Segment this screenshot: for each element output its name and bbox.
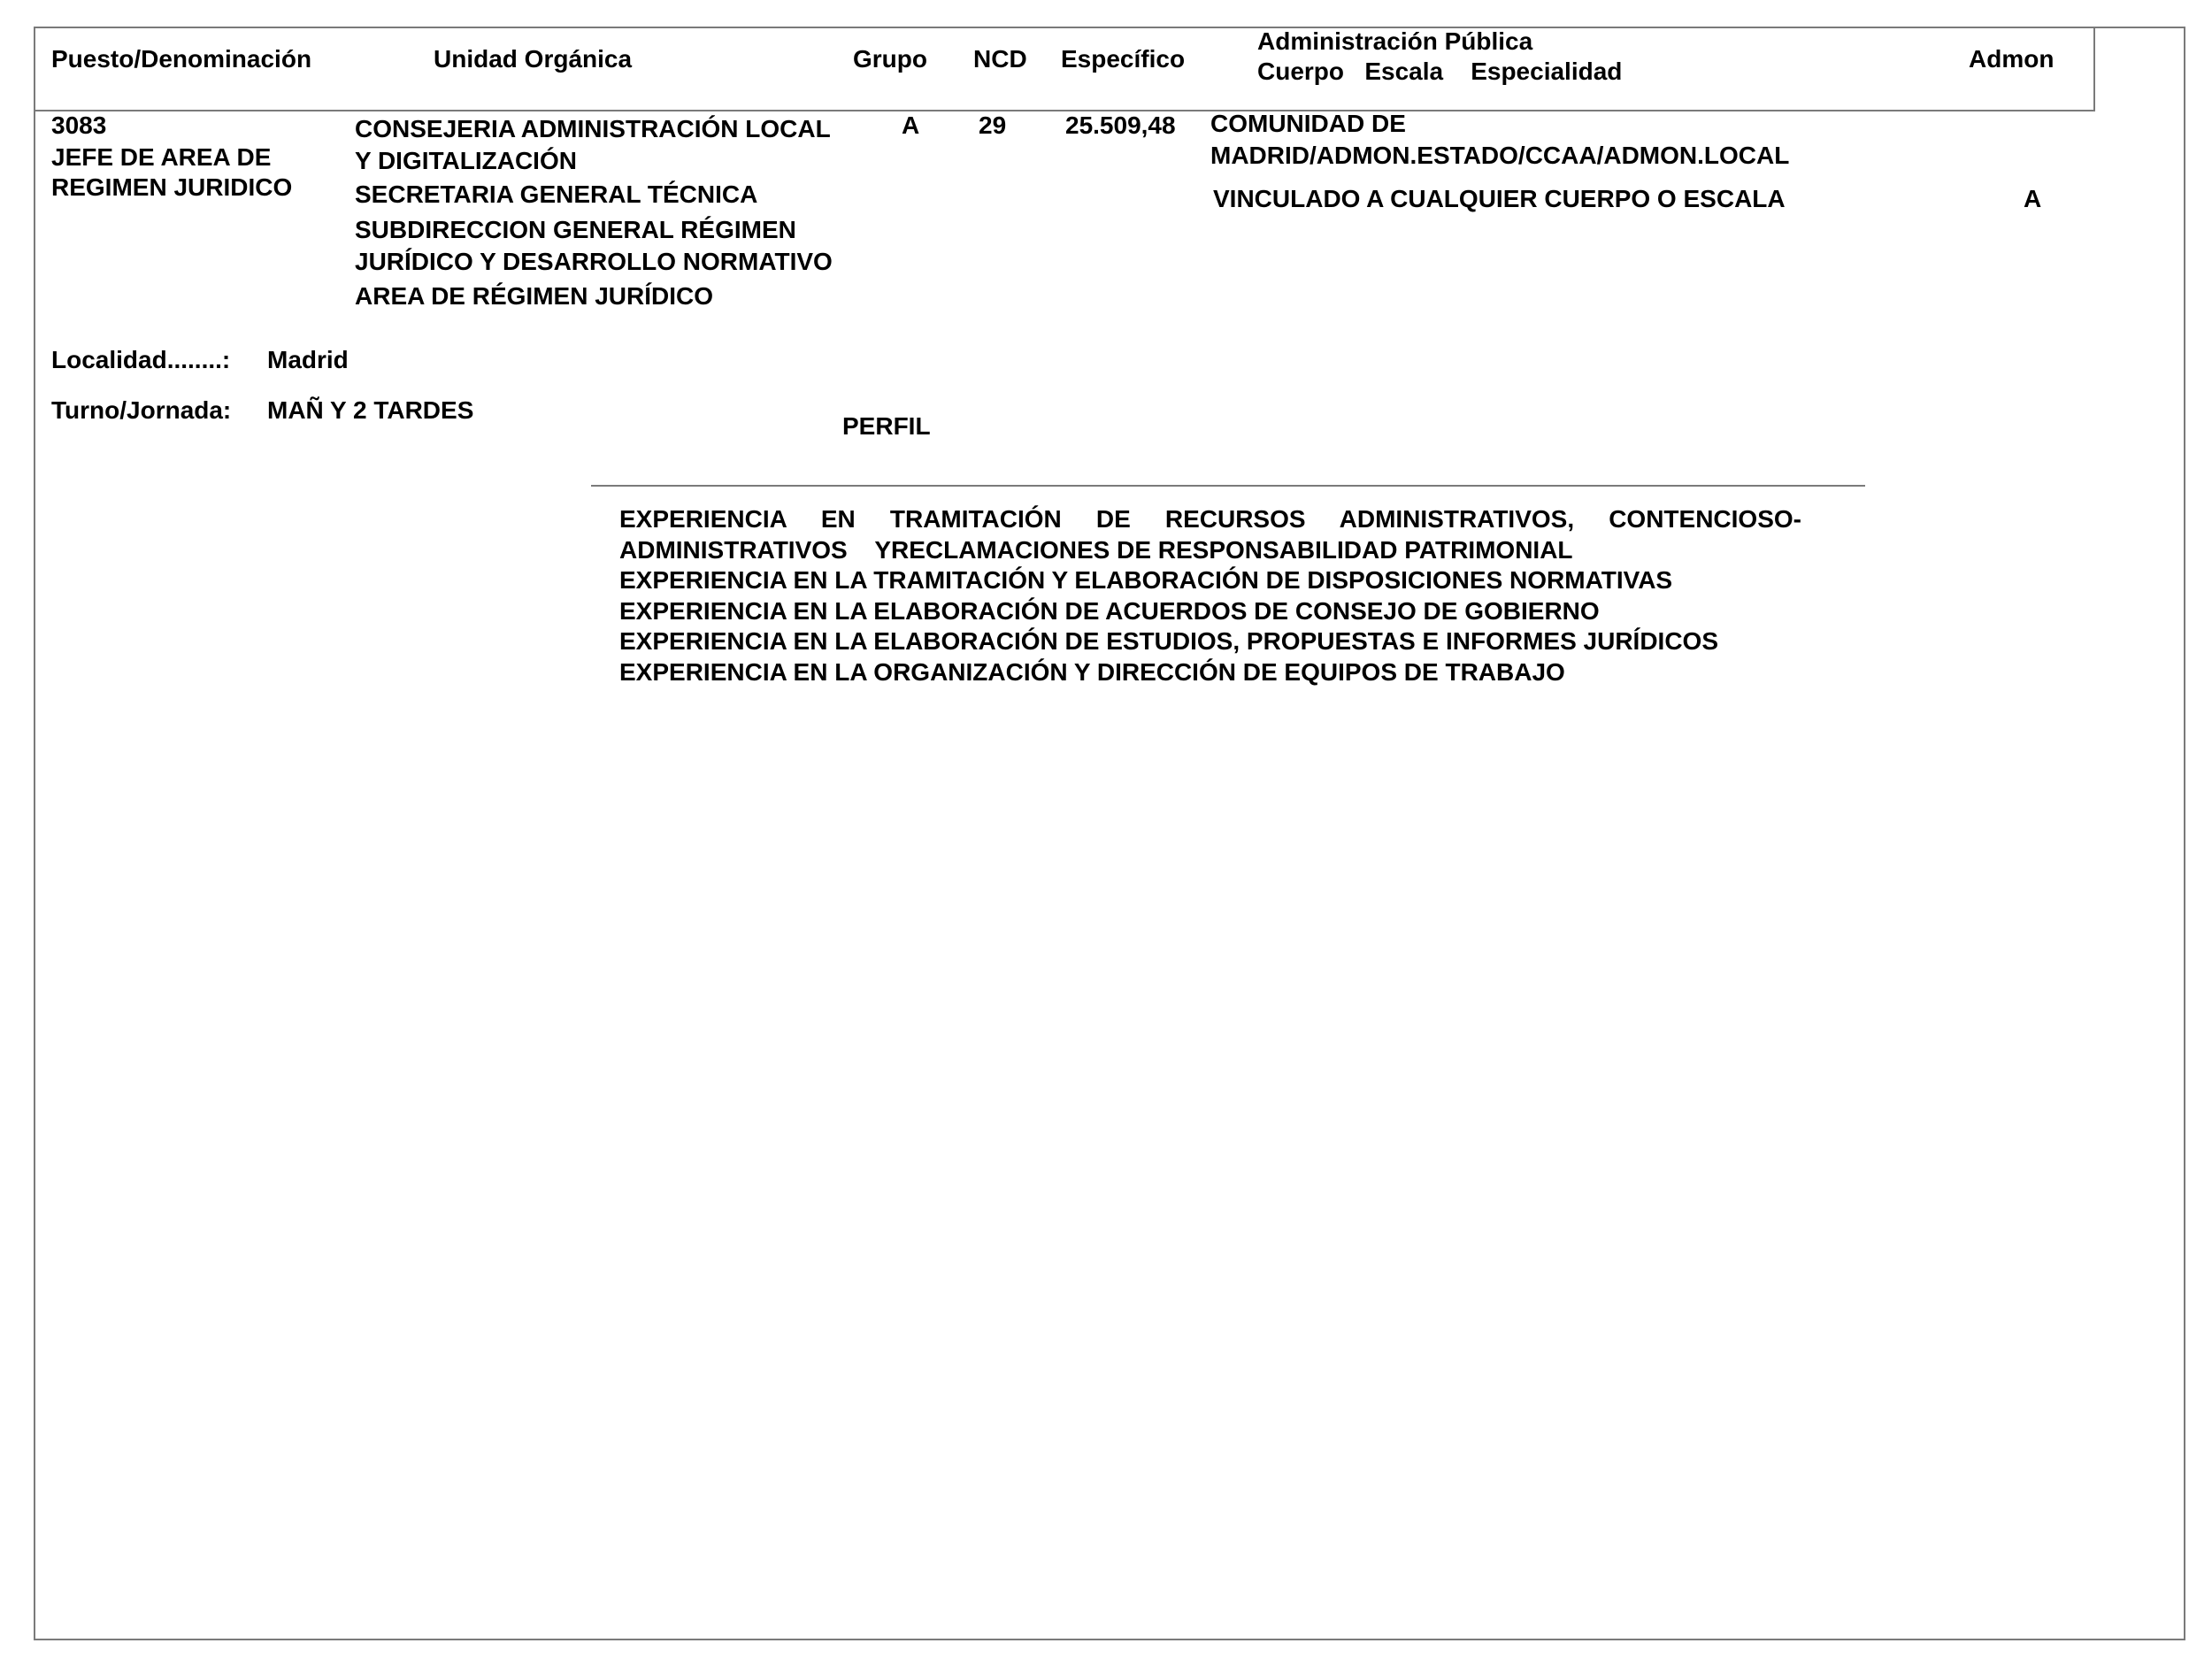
especifico-value: 25.509,48 [1065, 111, 1176, 139]
header-admon: Admon [1969, 45, 2055, 73]
header-unidad: Unidad Orgánica [434, 45, 633, 73]
grupo-value: A [902, 111, 920, 139]
header-especifico: Específico [1061, 45, 1186, 73]
perfil-line: EXPERIENCIA EN LA ELABORACIÓN DE ACUERDOS DE CONSEJO DE GOBIERNO [619, 596, 1600, 625]
header-cuerpo-escala: Cuerpo Escala Especialidad [1257, 58, 1623, 85]
localidad-value: Madrid [267, 346, 349, 373]
perfil-divider [591, 485, 1865, 487]
puesto-code: 3083 [51, 111, 107, 139]
denominacion-line: JEFE DE AREA DE [51, 143, 272, 171]
ncd-value: 29 [979, 111, 1007, 139]
perfil-line: ADMINISTRATIVOS YRECLAMACIONES DE RESPONSABILIDAD PATRIMONIAL [619, 535, 1573, 564]
administracion-line: MADRID/ADMON.ESTADO/CCAA/ADMON.LOCAL [1210, 142, 1790, 169]
localidad-label: Localidad........: [51, 346, 231, 373]
admon-value: A [2024, 185, 2042, 212]
header-admin-publica: Administración Pública [1257, 27, 1533, 55]
unidad-line: SECRETARIA GENERAL TÉCNICA [355, 180, 758, 208]
cuerpo-value: VINCULADO A CUALQUIER CUERPO O ESCALA [1213, 185, 1786, 212]
perfil-line: EXPERIENCIA EN LA ORGANIZACIÓN Y DIRECCIÓN DE EQUIPOS DE TRABAJO [619, 657, 1565, 686]
unidad-line: Y DIGITALIZACIÓN [355, 147, 577, 174]
unidad-line: JURÍDICO Y DESARROLLO NORMATIVO [355, 248, 833, 275]
unidad-line: CONSEJERIA ADMINISTRACIÓN LOCAL [355, 115, 831, 142]
header-ncd: NCD [973, 45, 1027, 73]
header-puesto: Puesto/Denominación [51, 45, 312, 73]
perfil-list [619, 504, 1801, 687]
administracion-line: COMUNIDAD DE [1210, 110, 1406, 137]
turno-label: Turno/Jornada: [51, 396, 232, 424]
unidad-line: AREA DE RÉGIMEN JURÍDICO [355, 282, 714, 310]
perfil-line: EXPERIENCIA EN LA ELABORACIÓN DE ESTUDIOS, PROPUESTAS E INFORMES JURÍDICOS [619, 627, 1718, 655]
header-grupo: Grupo [853, 45, 927, 73]
unidad-line: SUBDIRECCION GENERAL RÉGIMEN [355, 216, 796, 243]
denominacion-line: REGIMEN JURIDICO [51, 173, 293, 201]
turno-value: MAÑ Y 2 TARDES [267, 396, 474, 424]
perfil-line: EXPERIENCIA EN LA TRAMITACIÓN Y ELABORACIÓN DE DISPOSICIONES NORMATIVAS [619, 566, 1673, 594]
perfil-line: EXPERIENCIA EN TRAMITACIÓN DE RECURSOS ADMINISTRATIVOS, CONTENCIOSO- [619, 505, 1801, 533]
perfil-title: PERFIL [842, 412, 931, 440]
